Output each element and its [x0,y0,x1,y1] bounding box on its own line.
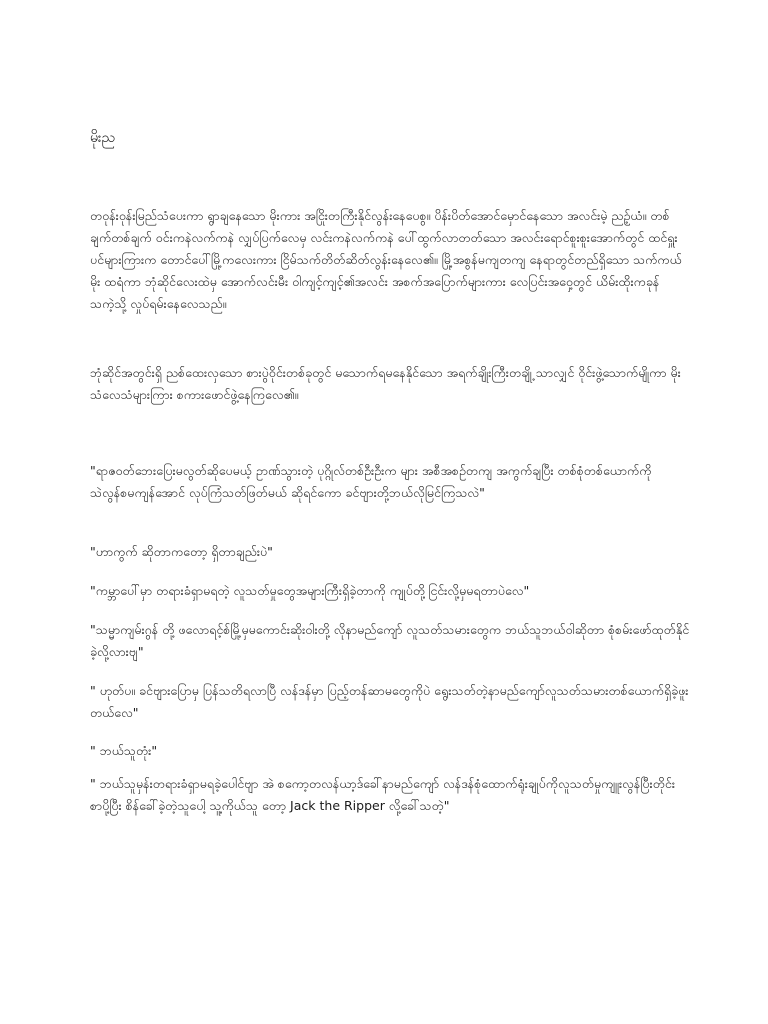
dialogue-line-5: " ဟုတ်ပ။ ခင်ဗျားပြောမှ ပြန်သတိရလာပြီ လန်ဒန်မှာ ပြည့်တန်ဆာမတွေကိုပဲ ရွေးသတ်တဲ့နာမည်ကျော်လူသတ်သမားတစ်ယောက်ရှိခဲ့ဖူးတယ်လေ" [90,683,689,720]
dialogue-line-3: "ကမ္ဘာပေါ်မှာ တရားခံရှာမရတဲ့ လူသတ်မှုတွေအများကြီးရှိခဲ့တာကို ကျုပ်တို့ငြင်းလို့မှမရတာပဲလေ" [90,583,530,598]
page-title: မိုးည [90,130,116,146]
dialogue-line-4: "သမ္မာကျမ်းဂွန် တို့ ဖလောရင့်စ်မြို့မှမကောင်းဆိုးဝါးတို့ လိုနာမည်ကျော် လူသတ်သမားတွေက ဘယ်သူဘယ်ဝါဆိုတာ စုံစမ်းဖော်ထုတ်နိုင်ခဲ့လို့လားဗျ" [90,622,690,659]
paragraph-narration-1: တဝုန်းဝုန်းမြည်သံပေးကာ ရွာချနေသော မိုးကား အငြိုးတကြီးနိုင်လွန်းနေပေစွ။ ပိန်းပိတ်အောင်မှောင်နေသော အလင်းမဲ့ ညဥ့်ယံ။ တစ်ချက်တစ်ချက် ဝင်းကနဲလက်ကနဲ လျှပ်ပြက်လေမှ လင်းကနဲလက်ကနဲ ပေါ်ထွက်လာတတ်သော အလင်းရောင်စူးစူးအောက်တွင် ထင်ရှူးပင်များကြားက တောင်ပေါ်မြို့ကလေးကား ငြိမ်သက်တိတ်ဆိတ်လွန်းနေလေ၏။ မြို့အစွန်မကျတကျ နေရာတွင်တည်ရှိသော သက်ကယ်မိုး ထရံကာ ဘုံဆိုင်လေးထဲမှ အောက်လင်းမီး ဝါကျင့်ကျင့်၏အလင်း အစက်အပြောက်များကား လေပြင်းအဝှေ့တွင် ယိမ်းထိုးကခုန်သကဲ့သို့ လှုပ်ရမ်းနေလေသည်။ [90,208,682,311]
dialogue-line-6: " ဘယ်သူတုံး" [90,743,158,758]
paragraph-narration-2: ဘုံဆိုင်အတွင်းရှိ ညစ်ထေးလှသော စားပွဲဝိုင်းတစ်ခုတွင် မသောက်ရမနေနိုင်သော အရက်ချိုးကြီးတချို့ သာလျှင် ဝိုင်းဖွဲ့သောက်မျိုကာ မိုးသံလေသံများကြား စကားဖောင်ဖွဲ့နေကြလေ၏။ [90,365,681,402]
dialogue-line-7: " ဘယ်သူမှန်းတရားခံရှာမရခဲ့ပေါင်ဗျာ အဲ စကော့တလန်ယာ့ဒ်ခေါ်နာမည်ကျော် လန်ဒန်စုံထောက်ရုံးချုပ်ကိုလူသတ်မှုကျူးလွန်ပြီးတိုင်း စာပို့ပြီး စိန်ခေါ်ခဲ့တဲ့သူပေါ့ သူ့ကိုယ်သူ တော့ Jack the Ripper လို့ခေါ်သတဲ့" [90,776,675,813]
dialogue-line-1: "ရာဇဝတ်ဘေးပြေးမလွတ်ဆိုပေမယ့် ဥာဏ်သွားတဲ့ ပုဂ္ဂိုလ်တစ်ဦးဦးက များ အစီအစဉ်တကျ အကွက်ချပြီး တစ်စုံတစ်ယောက်ကို သဲလွန်စမကျန်အောင် လုပ်ကြံသတ်ဖြတ်မယ် ဆိုရင်ကော ခင်ဗျားတို့ဘယ်လိုမြင်ကြသလဲ" [90,463,652,500]
dialogue-line-2: "ဟာကွက် ဆိုတာကတော့ ရှိတာချည်းပဲ" [90,544,273,559]
